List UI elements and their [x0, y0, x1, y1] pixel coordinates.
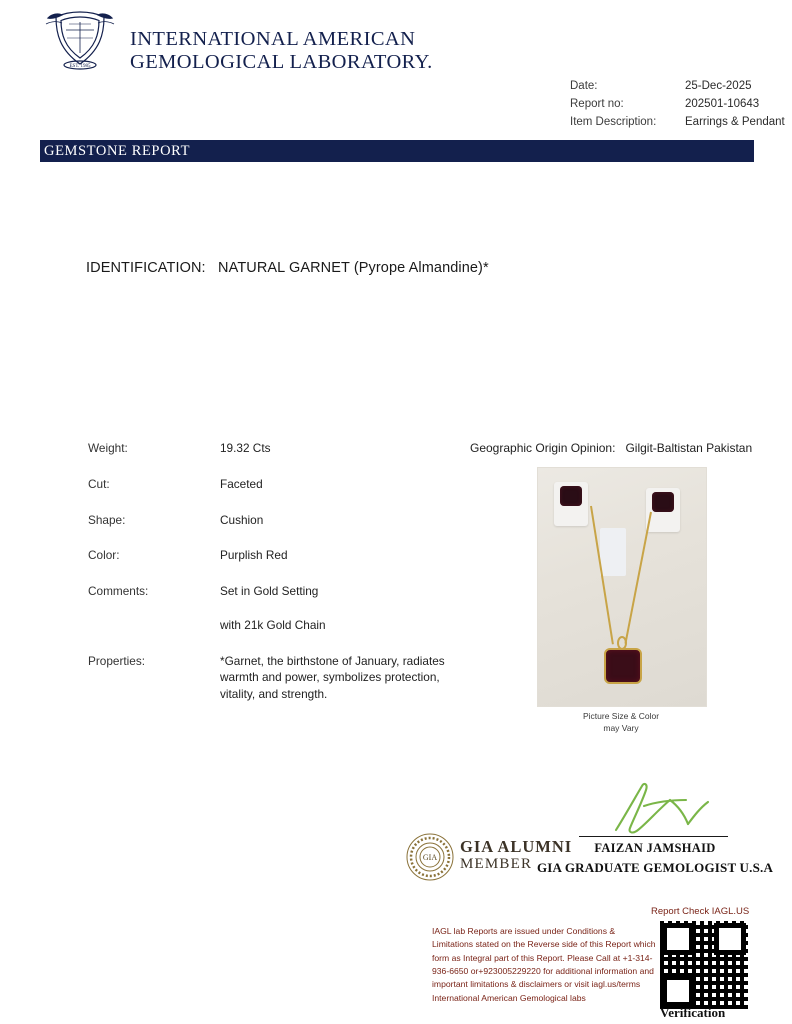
meta-row-report-no — [570, 98, 785, 116]
qr-finder-top-left — [662, 923, 694, 955]
property-label-cut: Cut: — [88, 476, 110, 491]
property-label-color: Color: — [88, 548, 120, 563]
handwritten-signature — [600, 780, 720, 841]
section-title-text: GEMSTONE REPORT — [44, 143, 191, 159]
signature-line — [579, 836, 728, 837]
origin-label: Geographic Origin Opinion: — [470, 441, 616, 455]
photo-caption-line1: Picture Size & Color — [582, 711, 660, 721]
document-header — [0, 0, 792, 130]
chain-right — [624, 512, 652, 644]
property-value-properties: *Garnet, the birthstone of January, radiates warmth and power, symbolizes protection, vitality, and strength. — [220, 653, 445, 701]
disclaimer-text: IAGL lab Reports are issued under Conditions & Limitations stated on the Reverse side of this Report which form as Integral part of this Report. Please Call at +1-314-936-6650 or+923005229220 for additional information and important limitations & disclaimers or visit iagl.us/terms International American Gemological labs — [432, 926, 656, 1003]
property-value-comments-2: with 21k Gold Chain — [220, 617, 326, 632]
lab-name-line2: GEMOLOGICAL LABORATORY. — [130, 50, 433, 73]
identification-label: IDENTIFICATION: — [86, 260, 206, 276]
pendant-stone — [604, 648, 642, 684]
display-card — [600, 528, 626, 576]
qr-finder-top-right — [714, 923, 746, 955]
signer-name: FAIZAN JAMSHAID — [594, 841, 716, 855]
property-value-color: Purplish Red — [220, 548, 288, 563]
property-row-cut — [88, 476, 508, 493]
lab-name-line1: INTERNATIONAL AMERICAN — [130, 28, 416, 50]
report-check-label: Report Check IAGL.US — [651, 906, 750, 917]
gia-alumni-text — [460, 838, 572, 872]
property-value-shape: Cushion — [220, 512, 264, 527]
earring-right — [646, 488, 680, 532]
property-label-weight: Weight: — [88, 441, 128, 455]
svg-text:EST. 1985: EST. 1985 — [69, 64, 91, 69]
meta-row-item-description — [570, 116, 785, 134]
property-row-properties — [88, 653, 508, 703]
earring-left-stone — [560, 486, 582, 506]
gia-alumni-seal-icon — [406, 833, 454, 881]
qr-finder-bottom-left — [662, 975, 694, 1007]
report-meta — [570, 80, 785, 134]
meta-label-item-description: Item Description: — [570, 116, 657, 128]
photo-caption — [537, 710, 705, 735]
property-label-shape: Shape: — [88, 512, 126, 527]
svg-text:GIA: GIA — [422, 853, 438, 862]
properties-table — [88, 440, 508, 722]
property-value-weight: 19.32 Cts — [220, 441, 271, 455]
meta-value-item-description: Earrings & Pendant — [685, 116, 785, 128]
verification-label: Verification — [660, 1005, 726, 1020]
earring-right-stone — [652, 492, 674, 512]
signer-role: GIA GRADUATE GEMOLOGIST U.S.A — [536, 860, 774, 875]
gemstone-jewelry-photo — [537, 467, 707, 707]
identification-line — [86, 260, 489, 276]
geographic-origin — [470, 441, 752, 455]
meta-value-report-no: 202501-10643 — [685, 98, 760, 110]
shield-crest-icon — [40, 8, 120, 70]
property-row-weight — [88, 440, 508, 457]
gia-alumni-line1: GIA ALUMNI — [460, 837, 573, 856]
property-value-comments: Set in Gold Setting — [220, 584, 319, 598]
photo-caption-line2: may Vary — [603, 723, 639, 734]
lab-name — [130, 28, 433, 74]
property-label-comments: Comments: — [88, 584, 149, 598]
property-value-cut: Faceted — [220, 476, 263, 491]
meta-label-report-no: Report no: — [570, 98, 624, 110]
meta-label-date: Date: — [570, 80, 598, 92]
meta-row-date — [570, 80, 785, 98]
section-title-bar — [40, 140, 754, 162]
origin-value: Gilgit-Baltistan Pakistan — [625, 441, 753, 455]
qr-code[interactable] — [660, 921, 748, 1009]
property-row-color — [88, 547, 508, 564]
property-row-comments — [88, 583, 508, 634]
meta-value-date: 25-Dec-2025 — [685, 80, 752, 92]
earring-left — [554, 482, 588, 526]
property-label-properties: Properties: — [88, 653, 146, 668]
property-row-shape — [88, 512, 508, 529]
identification-value: NATURAL GARNET (Pyrope Almandine)* — [218, 260, 489, 276]
gia-alumni-line2: MEMBER — [460, 855, 533, 872]
